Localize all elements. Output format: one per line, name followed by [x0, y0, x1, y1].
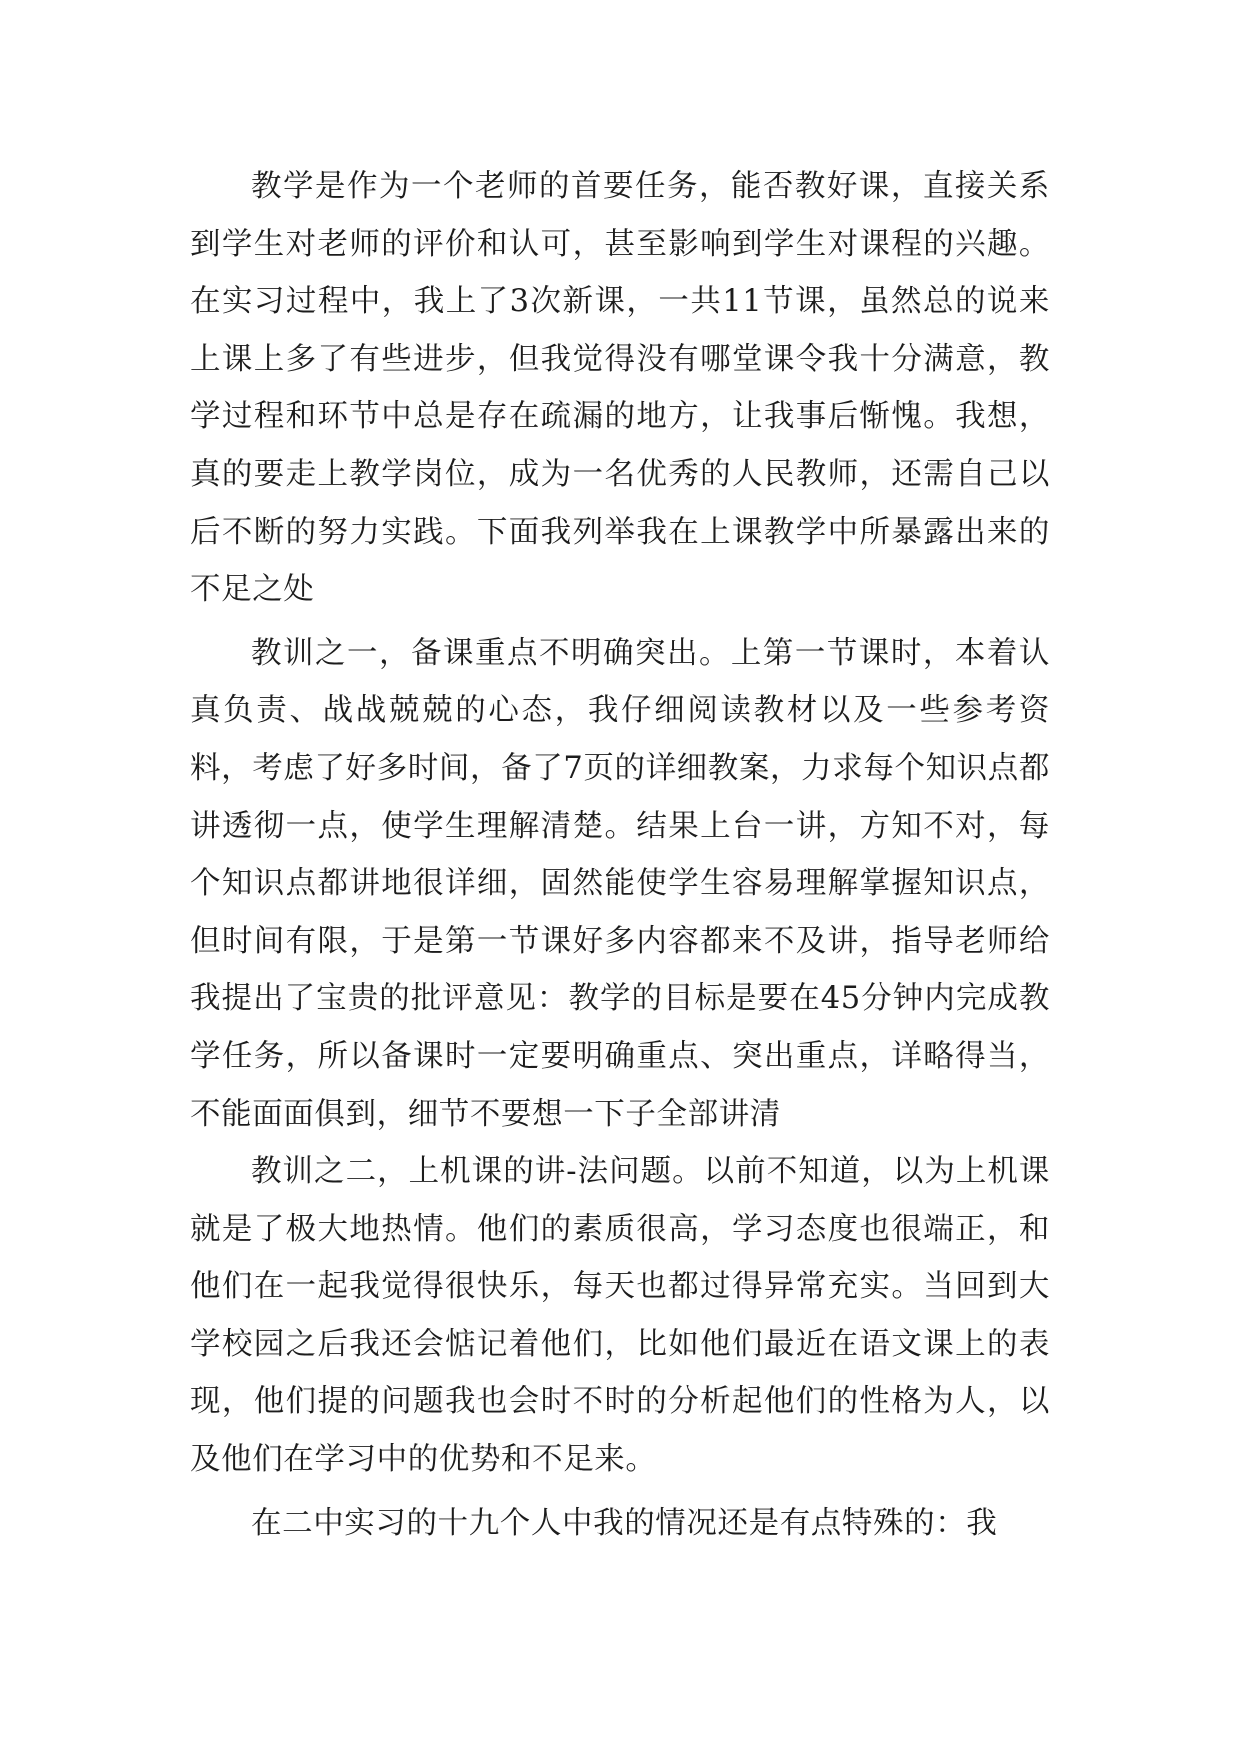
document-body — [190, 158, 1050, 1552]
paragraph: 教学是作为一个老师的首要任务，能否教好课，直接关系到学生对老师的评价和认可，甚至影响到学生对课程的兴趣。在实习过程中，我上了3次新课，一共11节课，虽然总的说来上课上多了有些进步，但我觉得没有哪堂课令我十分满意，教学过程和环节中总是存在疏漏的地方，让我事后惭愧。我想，真的要走上教学岗位，成为一名优秀的人民教师，还需自己以后不断的努力实践。下面我列举我在上课教学中所暴露出来的不足之处 — [190, 169, 1050, 608]
paragraph: 在二中实习的十九个人中我的情况还是有点特殊的：我 — [251, 1505, 998, 1541]
paragraph: 教训之二，上机课的讲-法问题。以前不知道，以为上机课就是了极大地热情。他们的素质很高，学习态度也很端正，和他们在一起我觉得很快乐，每天也都过得异常充实。当回到大学校园之后我还会惦记着他们，比如他们最近在语文课上的表现，他们提的问题我也会时不时的分析起他们的性格为人，以及他们在学习中的优势和不足来。 — [190, 1154, 1050, 1478]
paragraph: 教训之一，备课重点不明确突出。上第一节课时，本着认真负责、战战兢兢的心态，我仔细阅读教材以及一些参考资料，考虑了好多时间，备了7页的详细教案，力求每个知识点都讲透彻一点，使学生理解清楚。结果上台一讲，方知不对，每个知识点都讲地很详细，固然能使学生容易理解掌握知识点，但时间有限，于是第一节课好多内容都来不及讲，指导老师给我提出了宝贵的批评意见：教学的目标是要在45分钟内完成教学任务，所以备课时一定要明确重点、突出重点，详略得当，不能面面俱到，细节不要想一下子全部讲清 — [190, 635, 1050, 1132]
